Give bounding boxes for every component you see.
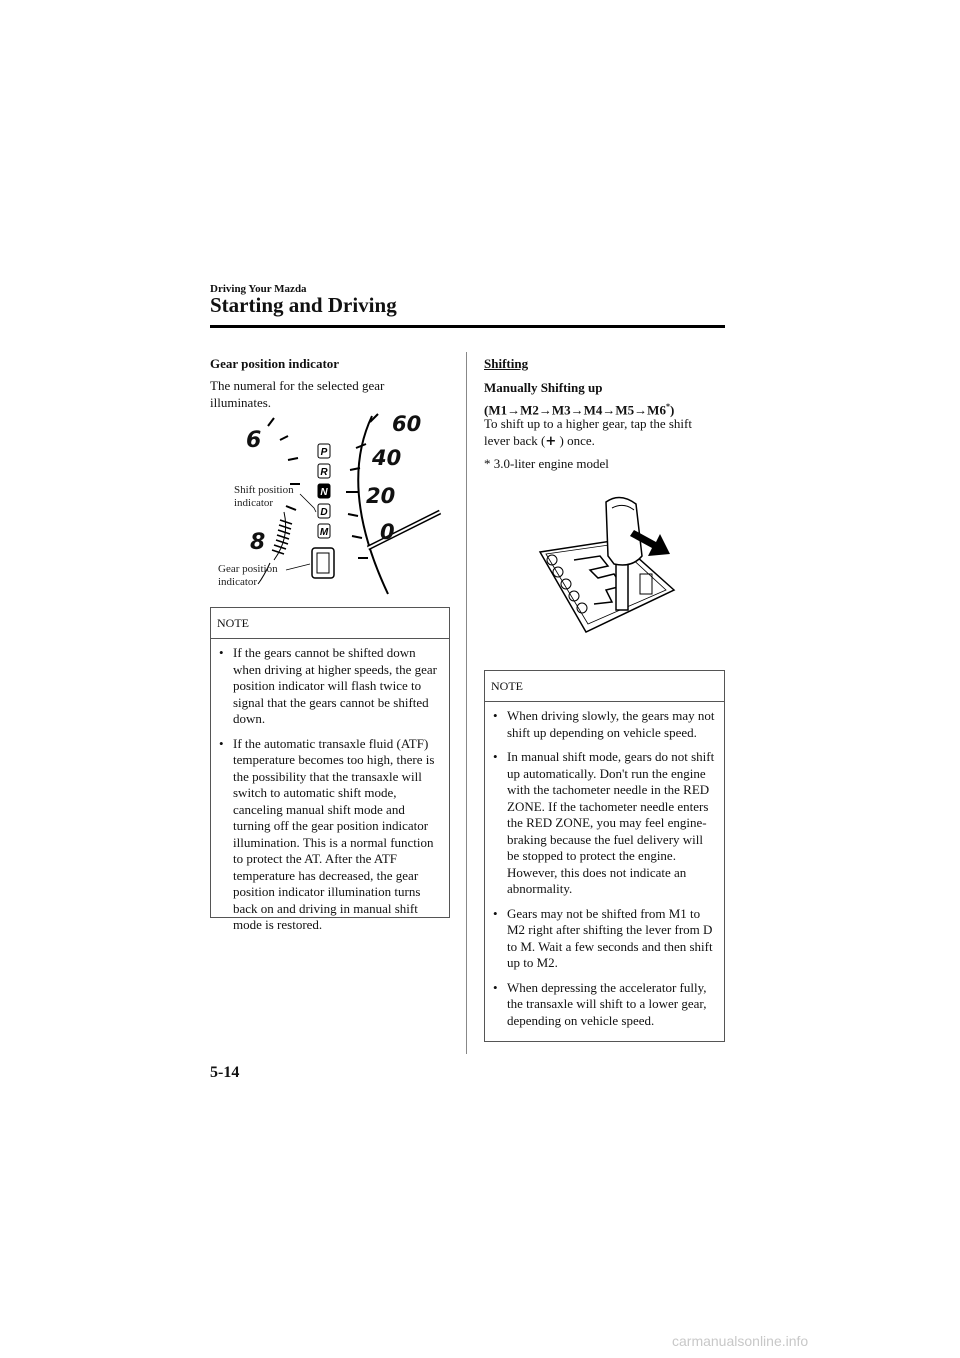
- gear-indicator-heading: Gear position indicator: [210, 356, 340, 371]
- footnote: * 3.0-liter engine model: [484, 456, 609, 471]
- page-title: Starting and Driving: [210, 293, 397, 317]
- note-item: • When driving slowly, the gears may not shift up depending on vehicle speed.: [491, 708, 718, 741]
- speed-numeral-40: 40: [372, 446, 402, 470]
- tach-numeral-8: 8: [250, 530, 266, 555]
- shift-letter-d: D: [320, 507, 328, 518]
- site-watermark: carmanualsonline.info: [672, 1333, 809, 1349]
- speed-numeral-0: 0: [380, 520, 395, 544]
- tach-numeral-6: 6: [246, 428, 262, 453]
- note-item: • When depressing the accelerator fully, the transaxle will shift to a lower gear, depending on vehicle speed.: [491, 980, 718, 1030]
- header-rule: [210, 325, 725, 328]
- shift-letter-r: R: [320, 467, 328, 478]
- gear-sequence: (M1→M2→M3→M4→M5→M6*): [484, 402, 675, 418]
- column-divider: [466, 352, 467, 1054]
- speed-numeral-60: 60: [392, 412, 422, 436]
- page-number: 5-14: [210, 1064, 240, 1081]
- gauge-figure: [210, 408, 450, 598]
- note-item: • Gears may not be shifted from M1 to M2 right after shifting the lever from D to M. Wait a few seconds and then shift up to M2.: [491, 906, 718, 972]
- note-label: NOTE: [211, 608, 449, 639]
- shift-letter-n: N: [320, 487, 328, 498]
- shift-lever-figure: [528, 494, 678, 638]
- note-box-left: [210, 607, 450, 932]
- speed-numeral-20: 20: [366, 484, 396, 508]
- shift-letter-m: M: [319, 527, 329, 538]
- shift-instruction: To shift up to a higher gear, tap the shift lever back (+ ) once.: [484, 416, 692, 449]
- shift-letter-p: P: [320, 447, 328, 458]
- plus-icon: +: [545, 434, 557, 449]
- note-label: NOTE: [485, 671, 724, 702]
- note-item: • If the automatic transaxle fluid (ATF) temperature becomes too high, there is the possibility that the transaxle will switch to automatic shift mode, canceling manual shift mode and turning off the gear position indicator illumination. This is a normal function to protect the AT. After the ATF temperature has decreased, the gear position indicator illumination turns back on and driving in manual shift mode is restored.: [217, 736, 443, 934]
- section-label: Driving Your Mazda: [210, 283, 307, 295]
- note-item: • In manual shift mode, gears do not shift up automatically. Don't run the engine with the tachometer needle in the RED ZONE. If the tachometer needle enters the RED ZONE, you may feel engine-braking because the fuel delivery will be stopped to protect the engine. However, this does not indicate an abnormality.: [491, 749, 718, 898]
- shift-lever-illustration: [528, 494, 678, 638]
- shifting-heading: Shifting: [484, 356, 529, 371]
- callout-shift-position: Shift position indicator: [234, 484, 294, 509]
- note-item: • If the gears cannot be shifted down when driving at higher speeds, the gear position indicator will flash twice to signal that the gears cannot be shifted down.: [217, 645, 443, 728]
- callout-gear-position: Gear position indicator: [218, 563, 278, 588]
- manual-shift-up-heading: Manually Shifting up: [484, 380, 603, 395]
- gear-indicator-intro: The numeral for the selected gear illuminates.: [210, 378, 385, 410]
- note-box-right: [484, 670, 725, 1042]
